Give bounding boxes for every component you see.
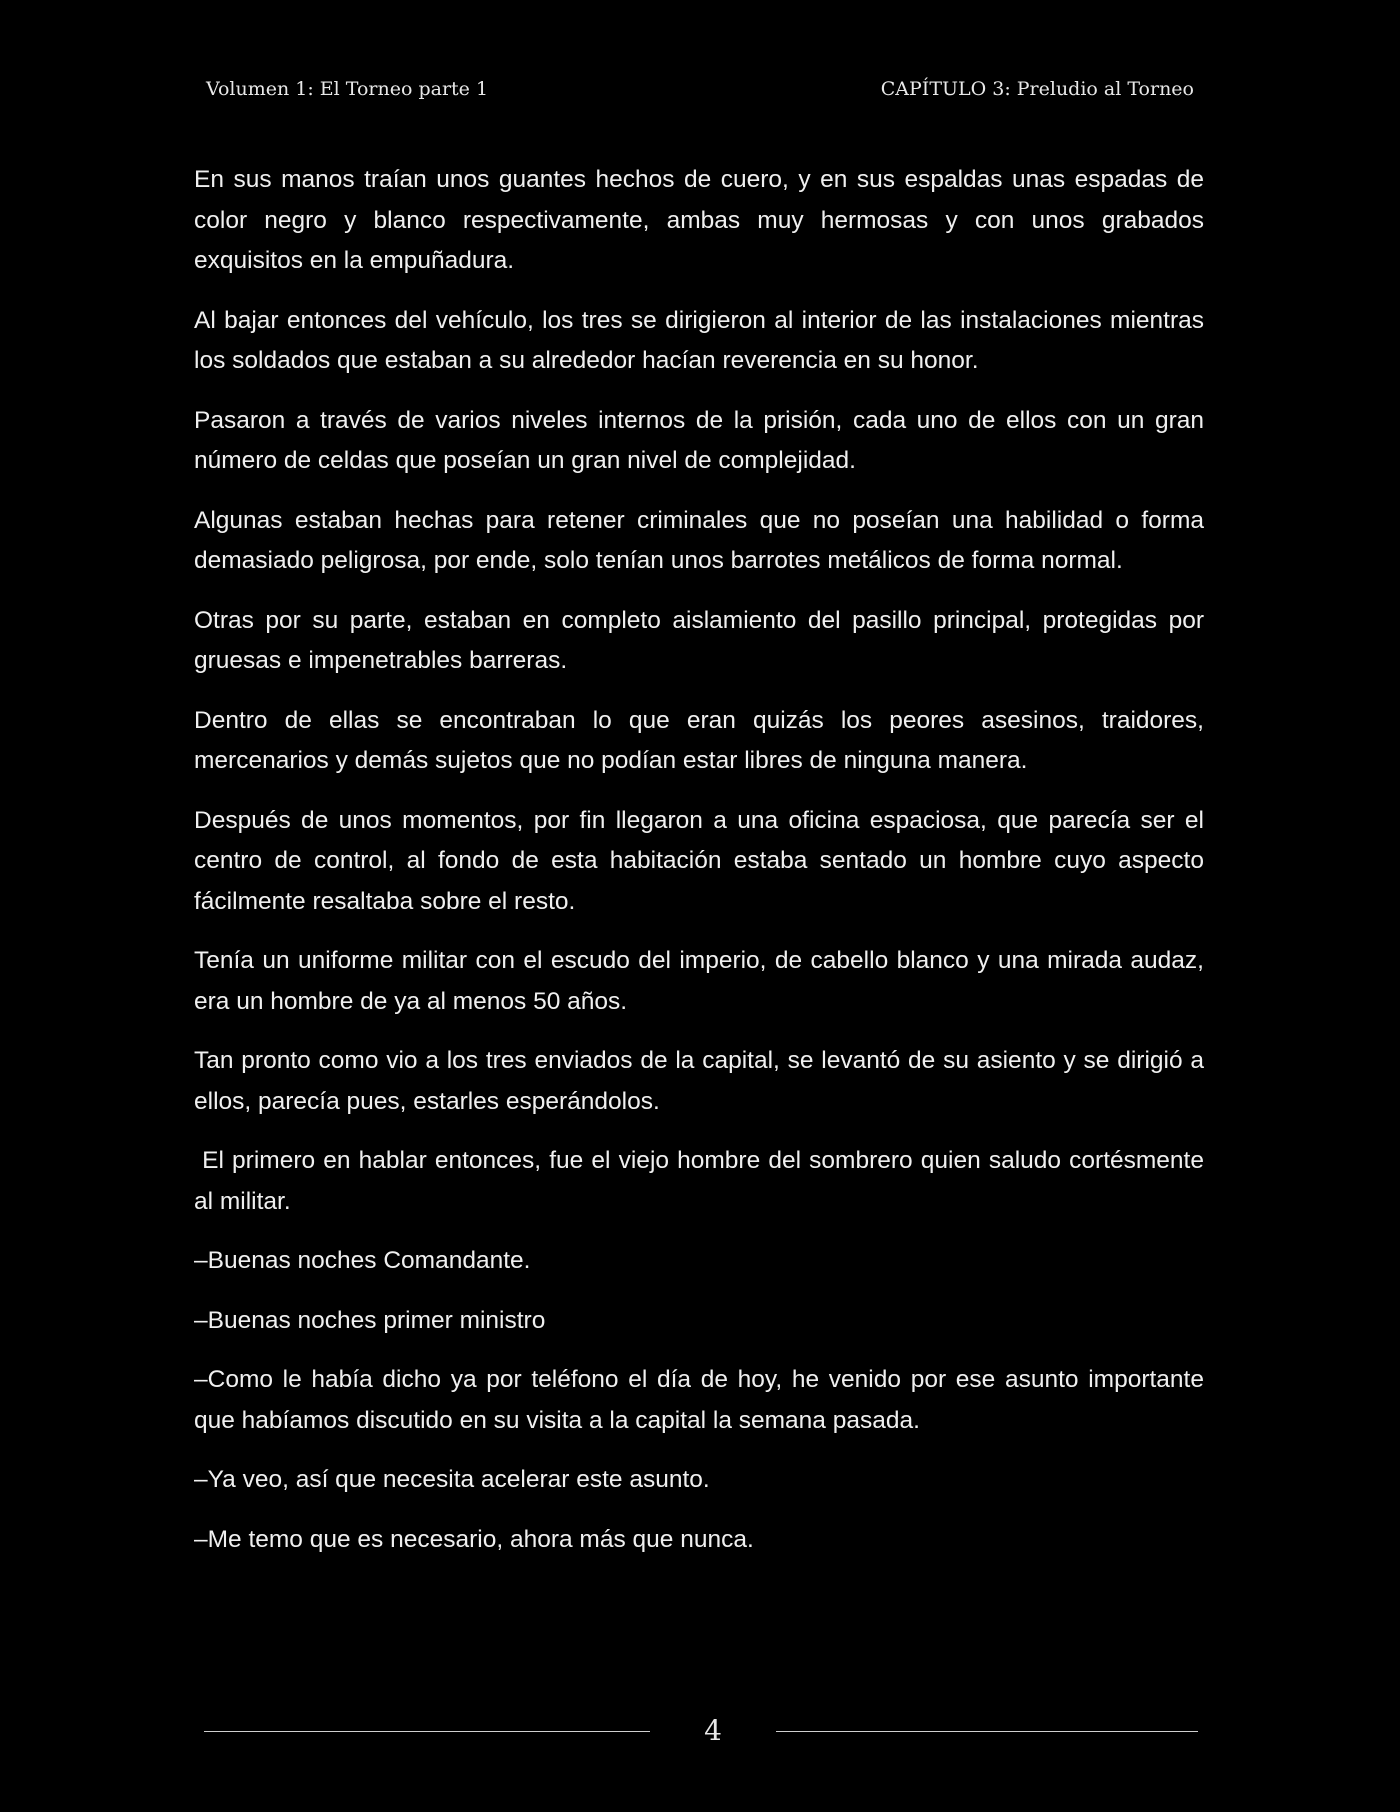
footer-rule-left (204, 1731, 650, 1732)
page-header (206, 78, 1194, 108)
paragraph: Otras por su parte, estaban en completo aislamiento del pasillo principal, protegidas por gruesas e impenetrables barreras. (194, 606, 1204, 674)
page-footer (204, 1712, 1198, 1752)
chapter-body (194, 160, 1211, 1579)
paragraph: El primero en hablar entonces, fue el viejo hombre del sombrero quien saludo cortésmente al militar. (194, 1147, 1211, 1215)
paragraph: Pasaron a través de varios niveles internos de la prisión, cada uno de ellos con un gran número de celdas que poseían un gran nivel de complejidad. (194, 406, 1204, 474)
volume-title: Volumen 1: El Torneo parte 1 (206, 78, 489, 100)
dialogue-line: –Como le había dicho ya por teléfono el día de hoy, he venido por ese asunto importante que habíamos discutido en su visita a la capital la semana pasada. (194, 1366, 1204, 1434)
paragraph: Tenía un uniforme militar con el escudo del imperio, de cabello blanco y una mirada audaz, era un hombre de ya al menos 50 años. (194, 947, 1204, 1015)
dialogue-line: –Me temo que es necesario, ahora más que nunca. (194, 1525, 754, 1553)
dialogue-line: –Buenas noches Comandante. (194, 1247, 531, 1274)
dialogue-line: –Buenas noches primer ministro (194, 1306, 546, 1334)
paragraph: Algunas estaban hechas para retener criminales que no poseían una habilidad o forma demasiado peligrosa, por ende, solo tenían unos barrotes metálicos de forma normal. (194, 506, 1204, 574)
paragraph: Tan pronto como vio a los tres enviados de la capital, se levantó de su asiento y se dirigió a ellos, parecía pues, estarles esperándolos. (194, 1047, 1204, 1115)
chapter-title: CAPÍTULO 3: Preludio al Torneo (880, 78, 1194, 100)
paragraph: En sus manos traían unos guantes hechos de cuero, y en sus espaldas unas espadas de color negro y blanco respectivamente, ambas muy hermosas y con unos grabados exquisitos en la empuñadura. (194, 166, 1204, 274)
dialogue-line: –Ya veo, así que necesita acelerar este asunto. (194, 1466, 710, 1493)
page-number: 4 (704, 1714, 722, 1747)
footer-rule-right (776, 1731, 1198, 1732)
paragraph: Después de unos momentos, por fin llegaron a una oficina espaciosa, que parecía ser el centro de control, al fondo de esta habitación estaba sentado un hombre cuyo aspecto fácilmente resaltaba sobre el resto. (194, 806, 1204, 915)
paragraph: Dentro de ellas se encontraban lo que eran quizás los peores asesinos, traidores, mercenarios y demás sujetos que no podían estar libres de ninguna manera. (194, 706, 1204, 774)
paragraph: Al bajar entonces del vehículo, los tres se dirigieron al interior de las instalaciones mientras los soldados que estaban a su alrededor hacían reverencia en su honor. (194, 306, 1204, 374)
